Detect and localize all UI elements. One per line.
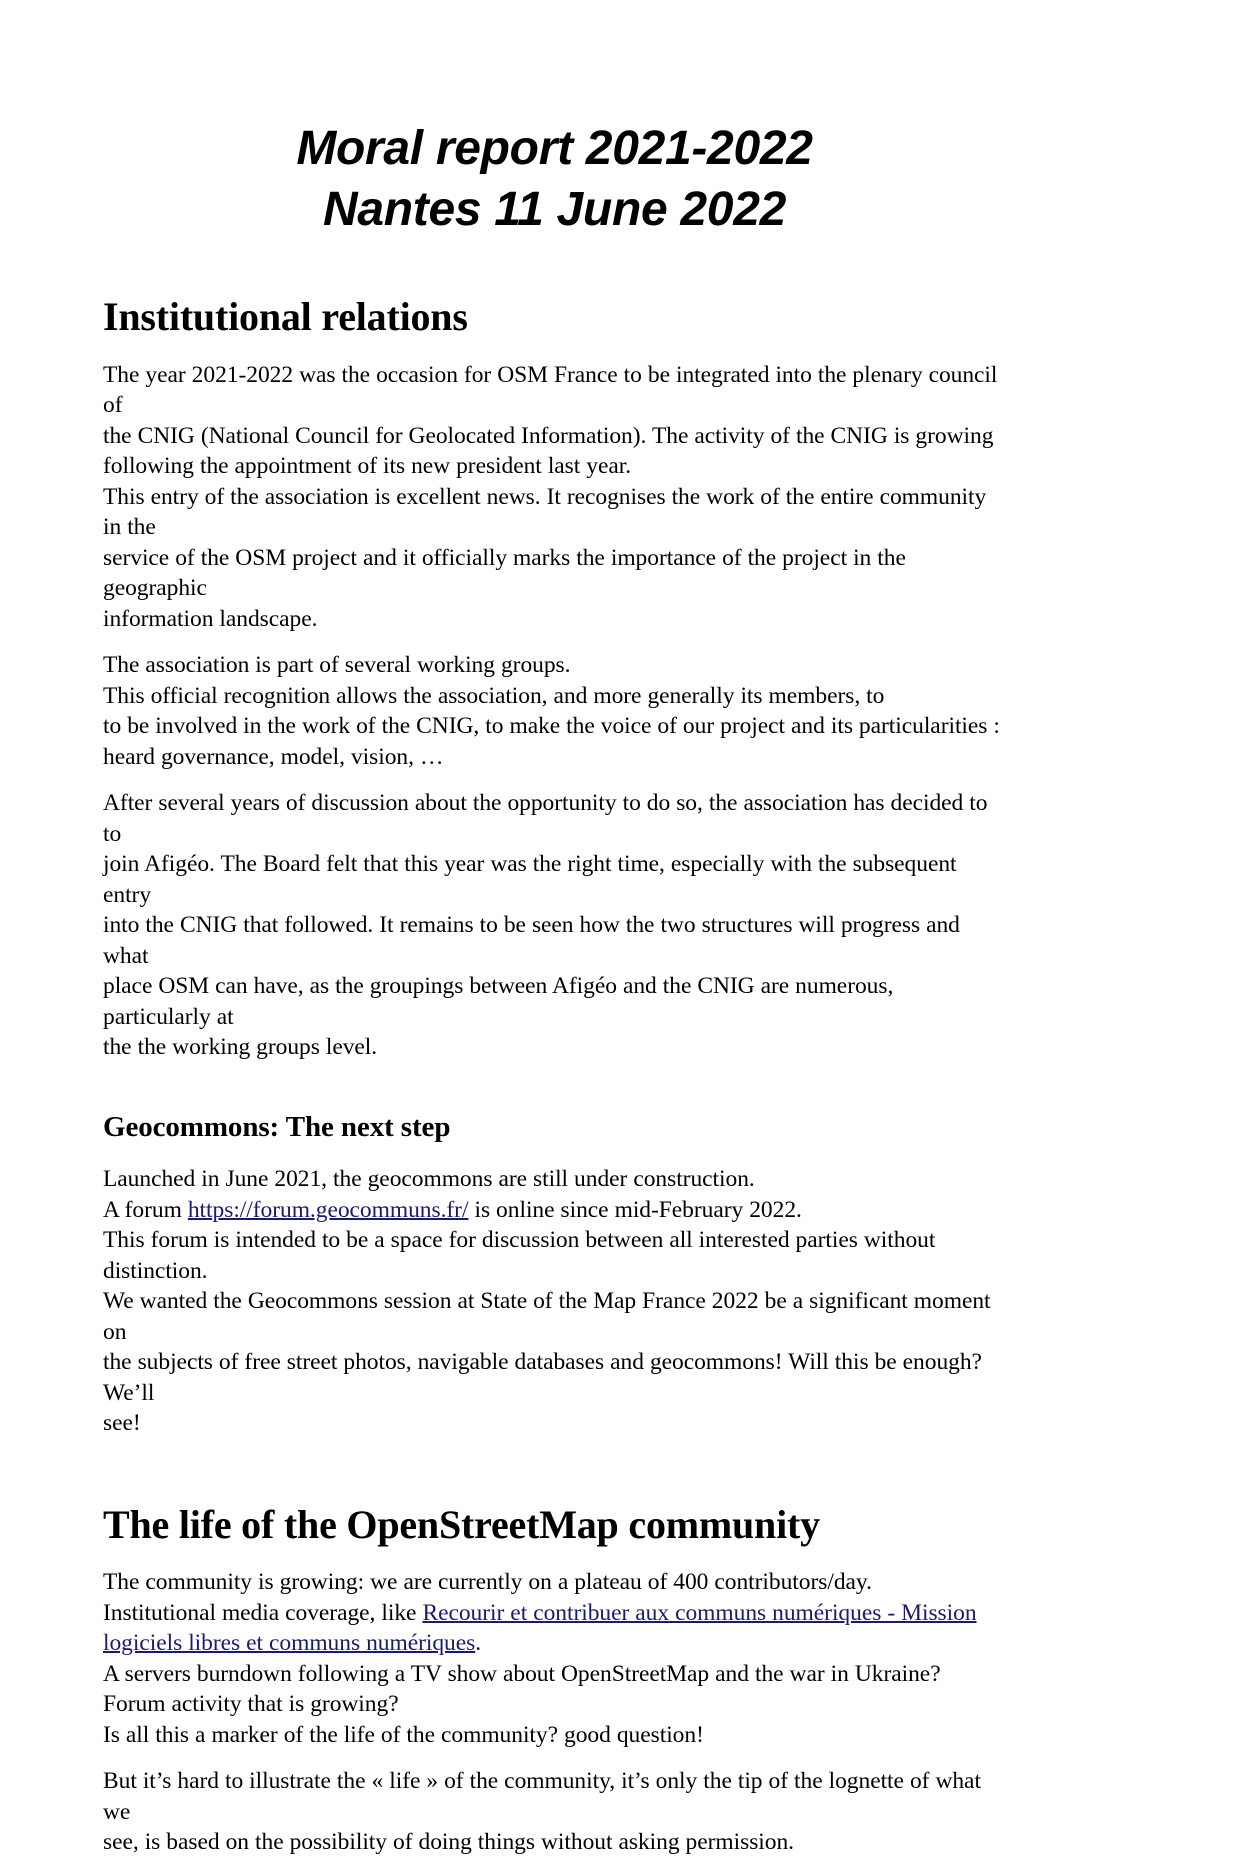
text-line: to be involved in the work of the CNIG, to make the voice of our project and its particularities : — [103, 713, 1000, 740]
text-line: This official recognition allows the association, and more generally its members, to — [103, 682, 885, 709]
text-line: following the appointment of its new president last year. — [103, 453, 632, 480]
link-communs-numeriques-part1[interactable]: Recourir et contribuer aux communs numériques - Mission — [422, 1599, 977, 1626]
paragraph-institutional-2 — [103, 650, 1006, 772]
document-title-line-2: Nantes 11 June 2022 — [322, 183, 786, 237]
text-line: After several years of discussion about the opportunity to do so, the association has decided to to — [103, 790, 988, 847]
text-line: into the CNIG that followed. It remains to be seen how the two structures will progress and what — [103, 912, 960, 969]
text-line: We wanted the Geocommons session at State of the Map France 2022 be a significant moment on — [103, 1288, 991, 1345]
document-title — [103, 0, 1006, 241]
text-line: A servers burndown following a TV show about OpenStreetMap and the war in Ukraine? — [103, 1660, 941, 1687]
link-forum-geocommuns[interactable]: https://forum.geocommuns.fr/ — [187, 1196, 469, 1223]
text-line: The association is part of several working groups. — [103, 652, 571, 679]
heading-geocommons: Geocommons: The next step — [103, 1110, 451, 1143]
text-line-prefix: A forum — [103, 1196, 188, 1223]
text-line: the the working groups level. — [103, 1034, 378, 1061]
paragraph-community-1 — [103, 1567, 1006, 1750]
text-line: The year 2021-2022 was the occasion for OSM France to be integrated into the plenary council of — [103, 361, 998, 419]
paragraph-institutional-1 — [103, 360, 1006, 635]
link-communs-numeriques-part2[interactable]: logiciels libres et communs numériques — [103, 1630, 476, 1657]
text-line-prefix: Institutional media coverage, like — [103, 1599, 423, 1626]
text-line: the CNIG (National Council for Geolocated Information). The activity of the CNIG is growing — [103, 422, 994, 449]
text-line: Forum activity that is growing? — [103, 1691, 399, 1718]
paragraph-community-2 — [103, 1766, 1006, 1858]
text-line: the subjects of free street photos, navigable databases and geocommons! Will this be enough? We’ll — [103, 1349, 982, 1406]
text-line: Is all this a marker of the life of the community? good question! — [103, 1721, 704, 1748]
text-line: The community is growing: we are currently on a plateau of 400 contributors/day. — [103, 1569, 872, 1596]
document-content — [103, 0, 1006, 1858]
paragraph-geocommons — [103, 1164, 1006, 1439]
text-line: place OSM can have, as the groupings between Afigéo and the CNIG are numerous, particularly at — [103, 973, 894, 1030]
text-line: see! — [103, 1410, 141, 1437]
text-line: This forum is intended to be a space for discussion between all interested parties without — [103, 1227, 936, 1254]
document-title-line-1: Moral report 2021-2022 — [296, 122, 813, 175]
text-line-suffix: . — [475, 1630, 482, 1657]
text-line: service of the OSM project and it officially marks the importance of the project in the geographic — [103, 544, 906, 602]
text-line: join Afigéo. The Board felt that this year was the right time, especially with the subsequent entry — [103, 851, 957, 908]
text-line: see, is based on the possibility of doing things without asking permission. — [103, 1829, 795, 1856]
text-line: This entry of the association is excellent news. It recognises the work of the entire community in the — [103, 483, 987, 541]
text-line-suffix: is online since mid-February 2022. — [468, 1196, 802, 1223]
text-line: information landscape. — [103, 605, 318, 632]
heading-institutional-relations: Institutional relations — [103, 293, 468, 339]
paragraph-institutional-3 — [103, 788, 1006, 1063]
text-line: heard governance, model, vision, … — [103, 743, 444, 770]
text-line: distinction. — [103, 1257, 208, 1284]
heading-community-life: The life of the OpenStreetMap community — [103, 1501, 820, 1547]
text-line: But it’s hard to illustrate the « life » of the community, it’s only the tip of the lognette of what we — [103, 1768, 981, 1825]
text-line: Launched in June 2021, the geocommons are still under construction. — [103, 1166, 755, 1193]
